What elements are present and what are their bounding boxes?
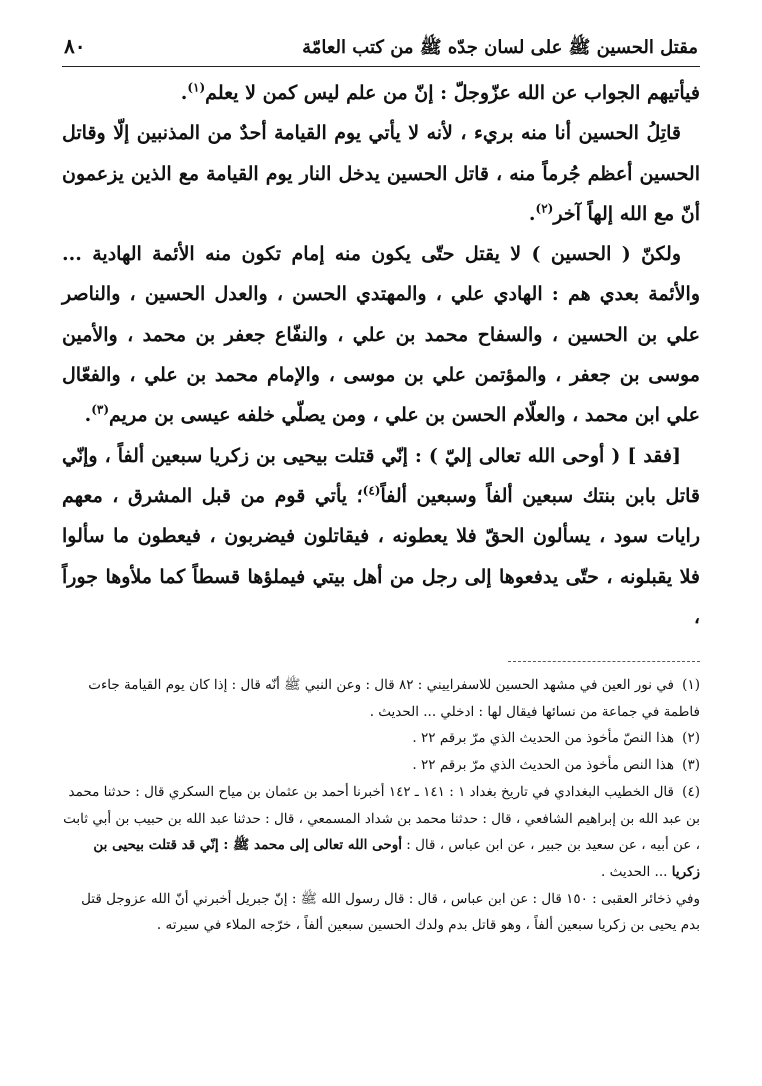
footnote-3: (٣)هذا النص مأخوذ من الحديث الذي مرّ برقم ٢٢ . bbox=[412, 757, 700, 774]
paragraph-2: قاتِلُ الحسين أنا منه بريء ، لأنه لا يأتي يوم القيامة أحدٌ من المذنبين إلّا وقاتل الحسين أعظم جُرماً منه ، قاتل الحسين يدخل النار يوم القيامة مع الذين يزعمون أنّ مع الله إلهاً آخر$^{(٢)}$. bbox=[62, 122, 700, 225]
footnote-ref-1: (١) bbox=[187, 80, 206, 95]
running-header bbox=[62, 30, 700, 67]
paragraph-3: ولكنّ ( الحسين ) لا يقتل حتّى يكون منه إمام تكون منه الأئمة الهادية ... والأئمة بعدي هم : الهادي علي ، والمهتدي الحسن ، والعدل الحسين ، والناصر علي بن الحسين ، والسفاح محمد بن علي ، والنفّاع جعفر بن محمد ، والأمين موسى بن جعفر ، والمؤتمن علي بن موسى ، والإمام محمد بن علي ، والفعّال علي ابن محمد ، والعلّام الحسن بن علي ، ومن يصلّي خلفه عيسى بن مريم$^{(٣)}$. bbox=[62, 243, 700, 427]
footnote-1: (١)في نور العين في مشهد الحسين للاسفراييني : ٨٢ قال : وعن النبي ﷺ أنّه قال : إذا كان يوم القيامة جاءت فاطمة في جماعة من نسائها فيقال لها : ادخلي ... الحديث . bbox=[88, 677, 700, 720]
paragraph-1: فيأتيهم الجواب عن الله عزّوجلّ : إنّ من علم ليس كمن لا يعلم$^{(١)}$. bbox=[180, 80, 700, 104]
footnote-ref-3: (٣) bbox=[91, 403, 110, 418]
paragraph-4: [فقد ] ( أوحى الله تعالى إليّ ) : إنّي قتلت بيحيى بن زكريا سبعين ألفاً ، وإنّي قاتل بابن بنتك سبعين ألفاً وسبعين ألفاً$^{(٤)}$؛ يأتي قوم من قبل المشرق ، معهم رايات سود ، يسألون الحقّ فلا يعطونه ، فيقاتلون فيضربون ، فيعطون ما سألوا فلا يقبلونه ، حتّى يدفعوها إلى رجل من أهل بيتي فيملؤها قسطاً كما ملأوها جوراً ، bbox=[62, 444, 700, 628]
footnotes bbox=[62, 672, 700, 939]
page-number: ٨٠ bbox=[64, 34, 86, 58]
footnote-2: (٢)هذا النصّ مأخوذ من الحديث الذي مرّ برقم ٢٢ . bbox=[412, 730, 700, 747]
footnote-4: (٤)قال الخطيب البغدادي في تاريخ بغداد ١ : ١٤١ ـ ١٤٢ أخبرنا أحمد بن عثمان بن مياح السكري قال : حدثنا محمد بن عبد الله بن إبراهيم الشافعي ، قال : حدثنا محمد بن شداد المسمعي ، قال : حدثنا عبد الله بن حبيب بن أبي ثابت ، عن أبيه ، عن سعيد بن جبير ، عن ابن عباس ، قال : أوحى الله تعالى إلى محمد ﷺ : إنّي قد قتلت بيحيى بن زكريا ... الحديث . bbox=[63, 783, 700, 880]
footnote-separator bbox=[508, 661, 700, 662]
footnote-ref-4: (٤) bbox=[362, 483, 381, 498]
footnote-ref-2: (٢) bbox=[535, 201, 554, 216]
running-title: مقتل الحسين ﷺ على لسان جدّه ﷺ من كتب العامّة bbox=[302, 37, 698, 58]
footnote-4-continued: وفي ذخائر العقبى : ١٥٠ قال : عن ابن عباس ، قال : قال رسول الله ﷺ : إنّ جبريل أخبرني أنّ الله عزوجل قتل بدم يحيى بن زكريا سبعين ألفاً ، وهو قاتل بدم ولدك الحسين سبعين ألفاً ، خرّجه الملاء في سيرته . bbox=[81, 890, 700, 934]
main-text bbox=[62, 73, 700, 637]
footnote-4-quote: أوحى الله تعالى إلى محمد ﷺ : إنّي قد قتلت بيحيى بن زكريا bbox=[93, 837, 700, 880]
